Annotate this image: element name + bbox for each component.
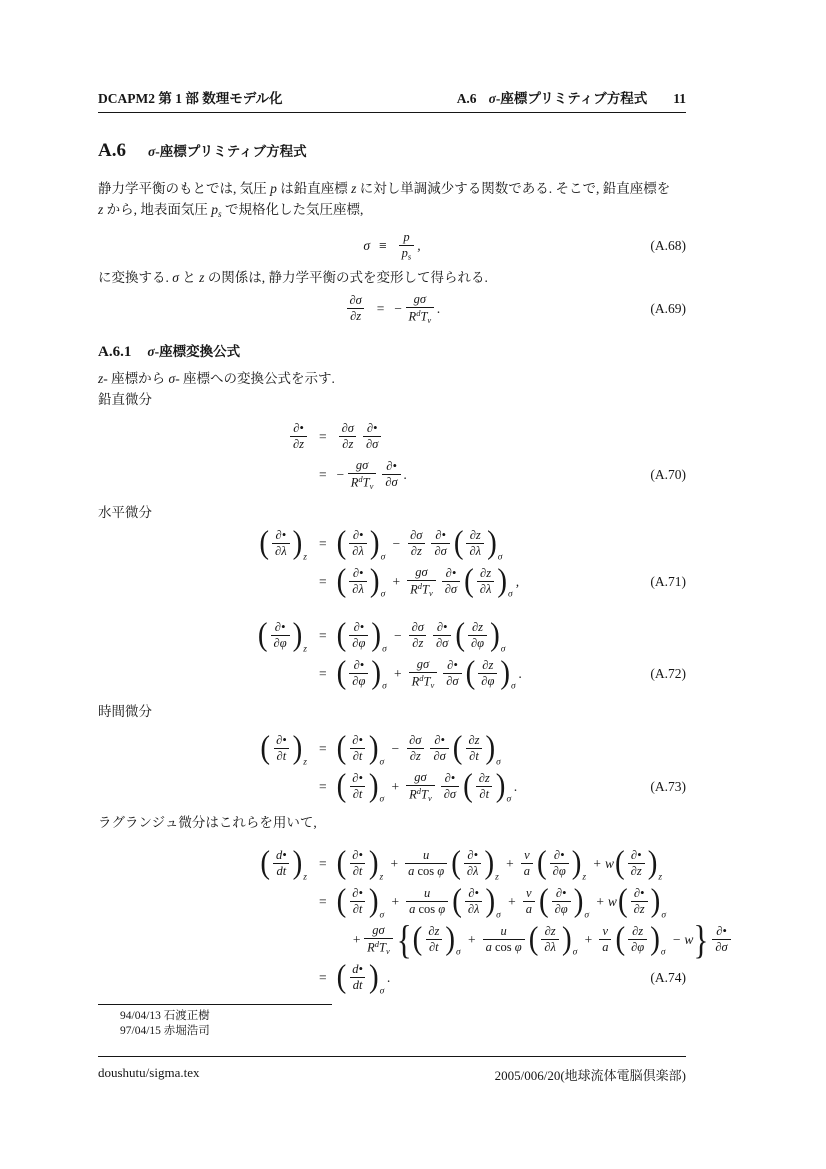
header-left-title: DCAPM2 第 1 部 数理モデル化 bbox=[98, 91, 283, 106]
equation-a74: ( $\frac{d•}{dt}$ ) z = ( $\frac{\partial•}{\partial t}$ ) z + u a cos φ ( $\frac{\partial•}{\partial\lambda}$ ) z + $\frac{v}{a}$ ( $\frac{\partial•}{\partial\varphi}$ ) z + w ( $\frac{\partial•}{\partial z}$ ) z = ( $\frac{\partial•}{\partial t}$ ) σ + u a cos φ ( $\frac{\partial•}{\partial\lambda}$ ) σ + $\frac{v}{a}$ ( $\frac{\partial•}{\partial\varphi}$ ) σ + w ( $\frac{\partial•}{\partial z}$ ) σ + $\frac{g\sigma}{R^dT_v}$ { ( $\frac{\partial z}{\partial t}$ ) σ + u a cos φ ( $\frac{\partial z}{\partial\lambda}$ ) σ + $\frac{v}{a}$ ( $\frac{\partial z}{\partial\varphi}$ ) σ − w } $\frac{\partial•}{\partial\sigma}$ = ( $\frac{d•}{dt}$ ) σ . (A.74) bbox=[98, 845, 686, 997]
equation-a72: ( $\frac{\partial•}{\partial\varphi}$ ) z = ( $\frac{\partial•}{\partial\varphi}$ ) σ − $\frac{\partial\sigma}{\partial z}$ $\frac{\partial•}{\partial\sigma}$ ( $\frac{\partial z}{\partial\varphi}$ ) σ = ( $\frac{\partial•}{\partial\varphi}$ ) σ + $\frac{g\sigma}{R^dT_v}$ $\frac{\partial•}{\partial\sigma}$ ( $\frac{\partial z}{\partial\varphi}$ ) σ . (A.72) bbox=[257, 617, 686, 693]
subsection-heading bbox=[98, 342, 686, 362]
equation-a69: $\frac{\partial\sigma}{\partial z}$ = − $\frac{g\sigma}{R^dT_v}$ . (A.69) bbox=[98, 290, 686, 328]
header-rule bbox=[98, 112, 686, 113]
paragraph-intro-line1: 静力学平衡のもとでは, 気圧 p は鉛直座標 z に対し単調減少する関数である. そこで, 鉛直座標を bbox=[98, 181, 671, 196]
paragraph-intro-line2: z から, 地表面気圧 $p_s$ で規格化した気圧座標, bbox=[98, 202, 364, 219]
footer-rule bbox=[98, 1056, 686, 1057]
paragraph-sigma-z-relation: に変換する. σ と z の関係は, 静力学平衡の式を変形して得られる. bbox=[98, 269, 488, 285]
section-title: σ-座標プリミティブ方程式 bbox=[147, 144, 307, 159]
header-right bbox=[457, 90, 686, 107]
header-section-number: A.6 bbox=[456, 91, 477, 106]
equation-tag: (A.71) bbox=[650, 573, 686, 589]
subsection-number: A.6.1 bbox=[98, 343, 132, 360]
equation-tag: (A.69) bbox=[650, 300, 686, 316]
page-footer bbox=[98, 1056, 686, 1084]
page-number: 11 bbox=[673, 91, 686, 106]
equation-tag: (A.68) bbox=[650, 237, 686, 253]
label-time-derivative: 時間微分 bbox=[98, 703, 152, 719]
equation-tag: (A.70) bbox=[650, 466, 686, 482]
footer-filename: doushutu/sigma.tex bbox=[98, 1065, 200, 1080]
equation-a70: $\frac{\partial•}{\partial z}$ = $\frac{\partial\sigma}{\partial z}$ $\frac{\partial•}{\partial\sigma}$ = − $\frac{g\sigma}{R^dT_v}$ $\frac{\partial•}{\partial\sigma}$ . (A.70) bbox=[98, 418, 686, 494]
label-horizontal-derivative: 水平微分 bbox=[98, 504, 152, 520]
equation-tag: (A.74) bbox=[650, 969, 686, 985]
equation-tag: (A.73) bbox=[650, 778, 686, 794]
equation-tag: (A.72) bbox=[650, 665, 686, 681]
label-lagrangian-derivative: ラグランジュ微分はこれらを用いて, bbox=[98, 814, 317, 830]
section-heading bbox=[98, 139, 686, 164]
footnote-2: 97/04/15 赤堀浩司 bbox=[120, 1024, 210, 1037]
label-vertical-derivative: 鉛直微分 bbox=[98, 391, 152, 407]
footnotes bbox=[98, 1004, 686, 1038]
footnote-1: 94/04/13 石渡正樹 bbox=[120, 1010, 210, 1022]
section-number: A.6 bbox=[98, 140, 126, 161]
equation-a71: ( $\frac{\partial•}{\partial\lambda}$ ) z = ( $\frac{\partial•}{\partial\lambda}$ ) σ − $\frac{\partial\sigma}{\partial z}$ $\frac{\partial•}{\partial\sigma}$ ( $\frac{\partial z}{\partial\lambda}$ ) σ = ( $\frac{\partial•}{\partial\lambda}$ ) σ + $\frac{g\sigma}{R^dT_v}$ $\frac{\partial•}{\partial\sigma}$ ( $\frac{\partial z}{\partial\lambda}$ ) σ , (A.71) bbox=[259, 525, 686, 601]
footnote-rule bbox=[98, 1004, 332, 1005]
subsection-title: σ-座標変換公式 bbox=[147, 343, 241, 359]
footer-date-organization: 2005/006/20(地球流体電脳倶楽部) bbox=[494, 1068, 686, 1083]
document-page bbox=[98, 0, 728, 1083]
page-header bbox=[98, 0, 686, 107]
paragraph-transform-intro: z- 座標から σ- 座標への変換公式を示す. bbox=[98, 370, 335, 386]
equation-a68: σ ≡ $\frac{p}{p_s}$ , (A.68) bbox=[363, 229, 686, 262]
header-section-title: σ-座標プリミティブ方程式 bbox=[488, 91, 648, 106]
equation-a73: ( $\frac{\partial•}{\partial t}$ ) z = ( $\frac{\partial•}{\partial t}$ ) σ − $\frac{\partial\sigma}{\partial z}$ $\frac{\partial•}{\partial\sigma}$ ( $\frac{\partial z}{\partial t}$ ) σ = ( $\frac{\partial•}{\partial t}$ ) σ + $\frac{g\sigma}{R^dT_v}$ $\frac{\partial•}{\partial\sigma}$ ( $\frac{\partial z}{\partial t}$ ) σ . (A.73) bbox=[260, 730, 686, 806]
